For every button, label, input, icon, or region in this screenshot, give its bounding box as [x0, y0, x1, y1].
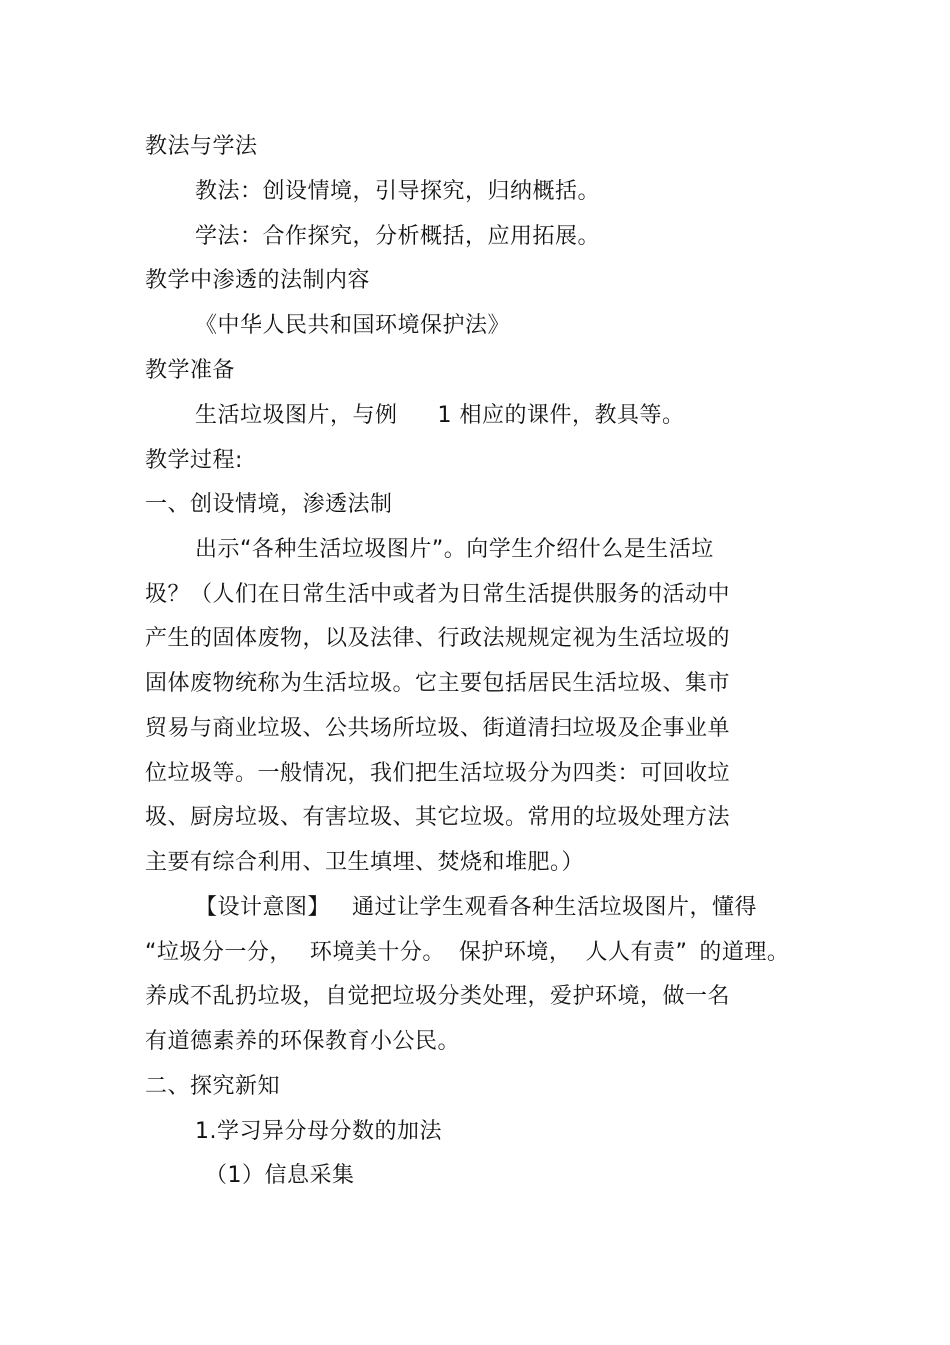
- slogan-part4: 人人有责”: [585, 940, 688, 965]
- body-line-spaced: [145, 938, 789, 968]
- preparation-text-part1: 生活垃圾图片，与例: [195, 403, 398, 428]
- body-line: 主要有综合利用、卫生填埋、焚烧和堆肥。）: [145, 850, 585, 875]
- body-line: 固体废物统称为生活垃圾。它主要包括居民生活垃圾、集市: [145, 671, 731, 696]
- body-line: 产生的固体废物，以及法律、行政法规规定视为生活垃圾的: [145, 626, 731, 651]
- paragraph-preparation: [195, 401, 685, 431]
- heading-teaching-process: 教学过程:: [145, 448, 243, 473]
- paragraph-law-title: 《中华人民共和国环境保护法》: [195, 313, 511, 338]
- heading-section-one: 一、创设情境，渗透法制: [145, 492, 393, 517]
- body-line: 养成不乱扔垃圾，自觉把垃圾分类处理，爱护环境，做一名: [145, 984, 731, 1009]
- design-intent-label: 【设计意图】: [195, 895, 331, 920]
- slogan-part3: 保护环境，: [458, 940, 572, 965]
- body-line: 贸易与商业垃圾、公共场所垃圾、街道清扫垃圾及企事业单: [145, 716, 731, 741]
- slogan-part2: 环境美十分。: [309, 940, 445, 965]
- heading-teaching-methods: 教法与学法: [145, 134, 258, 159]
- preparation-text-part2: 1 相应的课件，教具等。: [437, 403, 685, 428]
- body-line: 出示“各种生活垃圾图片”。向学生介绍什么是生活垃: [195, 537, 714, 562]
- heading-teaching-preparation: 教学准备: [145, 358, 236, 383]
- body-line: 位垃圾等。一般情况，我们把生活垃圾分为四类：可回收垃: [145, 761, 731, 786]
- slogan-part5: 的道理。: [699, 940, 790, 965]
- heading-legal-content: 教学中渗透的法制内容: [145, 268, 371, 293]
- slogan-part1: “垃圾分一分，: [145, 940, 292, 965]
- design-intent-text: 通过让学生观看各种生活垃圾图片，懂得: [352, 895, 758, 920]
- subheading-information-collection: （1）信息采集: [205, 1163, 355, 1188]
- body-line: 圾、厨房垃圾、有害垃圾、其它垃圾。常用的垃圾处理方法: [145, 805, 731, 830]
- heading-section-two: 二、探究新知: [145, 1074, 281, 1099]
- design-intent-line: [195, 893, 757, 923]
- body-line: 圾？（人们在日常生活中或者为日常生活提供服务的活动中: [145, 582, 731, 607]
- paragraph-teaching-method: 教法：创设情境，引导探究，归纳概括。: [195, 179, 601, 204]
- subheading-fraction-addition: 1.学习异分母分数的加法: [195, 1119, 442, 1144]
- body-line: 有道德素养的环保教育小公民。: [145, 1029, 461, 1054]
- paragraph-learning-method: 学法：合作探究，分析概括，应用拓展。: [195, 224, 601, 249]
